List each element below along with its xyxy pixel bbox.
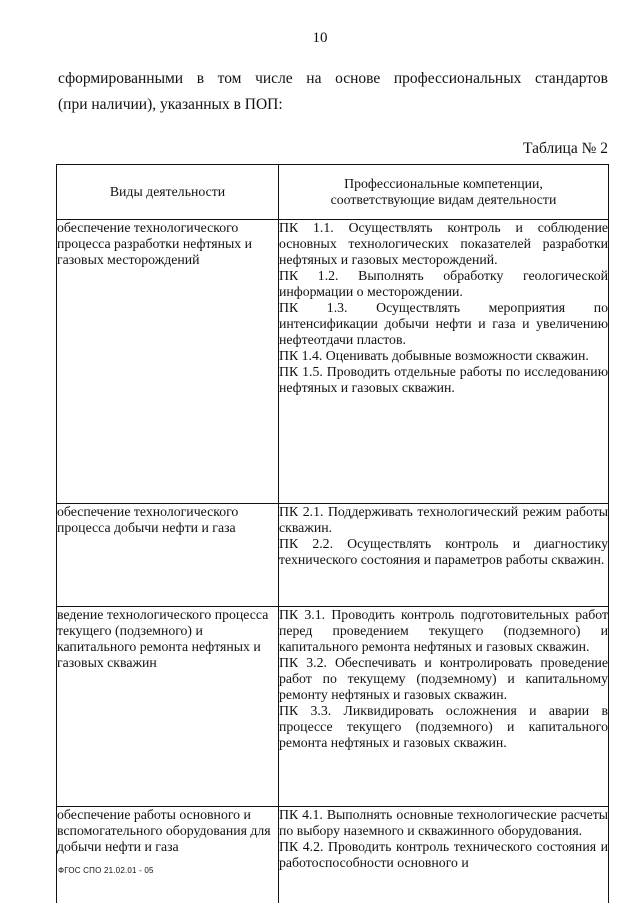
competency-item: ПК 1.1. Осуществлять контроль и соблюдение основных технологических показателей разработки нефтяных и газовых месторождений. — [279, 220, 608, 267]
competency-item: ПК 3.1. Проводить контроль подготовительных работ перед проведением текущего (подземного) и капитального ремонта нефтяных и газовых скважин. — [279, 607, 608, 654]
page-number: 10 — [312, 30, 328, 46]
table-header-row — [57, 165, 609, 220]
competency-item: ПК 3.2. Обеспечивать и контролировать проведение работ по текущему (подземному) и капитальному ремонту нефтяных и газовых скважин. — [279, 655, 608, 702]
competencies-cell — [279, 504, 609, 607]
intro-word: том — [217, 70, 242, 87]
competency-item: ПК 1.3. Осуществлять мероприятия по интенсификации добычи нефти и газа и увеличению нефтеотдачи пластов. — [279, 300, 608, 347]
intro-paragraph — [58, 66, 608, 118]
intro-word: профессиональных — [393, 70, 522, 87]
intro-word: основе — [335, 70, 381, 87]
activity-cell: обеспечение работы основного и вспомогательного оборудования для добычи нефти и газа — [57, 807, 279, 903]
header-competencies-line-1: Профессиональные компетенции, — [344, 176, 543, 191]
competencies-cell — [279, 807, 609, 903]
competency-item: ПК 4.2. Проводить контроль технического состояния и работоспособности основного и — [279, 839, 608, 870]
competency-item: ПК 1.2. Выполнять обработку геологической информации о месторождении. — [279, 268, 608, 299]
competency-item: ПК 3.3. Ликвидировать осложнения и аварии в процессе текущего (подземного) и капитального ремонта нефтяных и газовых скважин. — [279, 703, 608, 750]
activity-cell: ведение технологического процесса текущего (подземного) и капитального ремонта нефтяных и газовых скважин — [57, 607, 279, 807]
table-caption: Таблица № 2 — [523, 140, 608, 157]
intro-word: на — [306, 70, 322, 87]
competencies-table — [56, 164, 609, 903]
header-activities: Виды деятельности — [57, 165, 279, 220]
table-row — [57, 220, 609, 504]
competency-item: ПК 1.5. Проводить отдельные работы по исследованию нефтяных и газовых скважин. — [279, 364, 608, 395]
intro-word: числе — [255, 70, 293, 87]
document-footer-code: ФГОС СПО 21.02.01 - 05 — [58, 866, 154, 875]
competency-item: ПК 2.2. Осуществлять контроль и диагностику технического состояния и параметров работы скважин. — [279, 536, 608, 567]
competency-item: ПК 1.4. Оценивать добывные возможности скважин. — [279, 348, 589, 363]
competency-item: ПК 2.1. Поддерживать технологический режим работы скважин. — [279, 504, 608, 535]
competencies-cell — [279, 220, 609, 504]
table-row — [57, 607, 609, 807]
competencies-cell — [279, 607, 609, 807]
intro-word: стандартов — [534, 70, 608, 87]
activity-cell: обеспечение технологического процесса разработки нефтяных и газовых месторождений — [57, 220, 279, 504]
intro-word: сформированными — [58, 70, 184, 87]
competency-item: ПК 4.1. Выполнять основные технологические расчеты по выбору наземного и скважинного оборудования. — [279, 807, 608, 838]
table-row — [57, 807, 609, 903]
intro-word: в — [196, 70, 205, 87]
intro-line-2: (при наличии), указанных в ПОП: — [58, 96, 283, 113]
intro-line-1 — [58, 66, 608, 92]
header-competencies-line-2: соответствующие видам деятельности — [330, 192, 557, 207]
activity-cell: обеспечение технологического процесса добычи нефти и газа — [57, 504, 279, 607]
table-row — [57, 504, 609, 607]
header-competencies — [279, 165, 609, 220]
